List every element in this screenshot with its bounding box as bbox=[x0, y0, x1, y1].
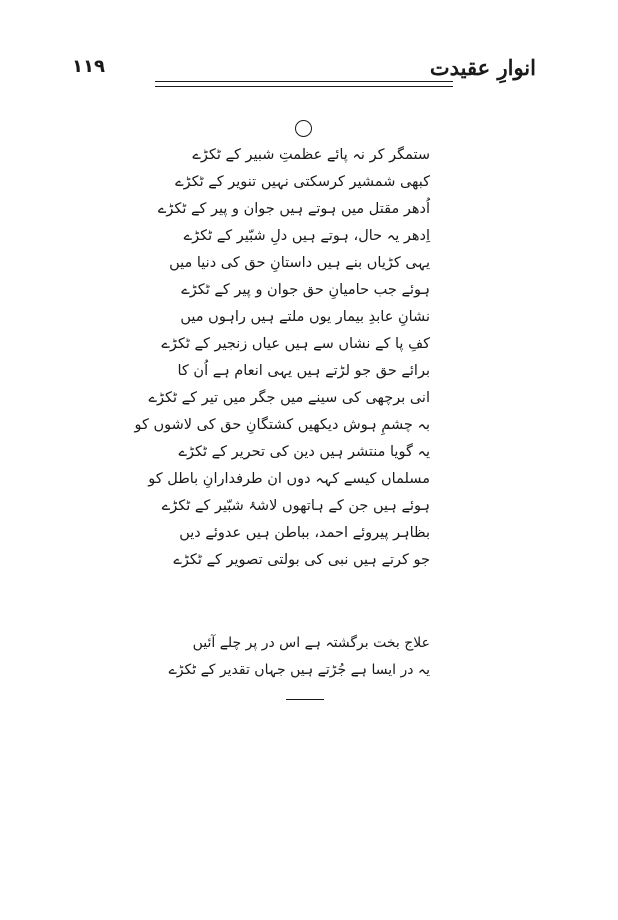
poem-line: یہی کڑیاں بنے ہیں داستانِ حق کی دنیا میں bbox=[169, 255, 430, 271]
poem-line: کفِ پا کے نشاں سے ہیں عیاں زنجیر کے ٹکڑے bbox=[161, 336, 430, 352]
poem-line: جو کرتے ہیں نبی کی بولتی تصویر کے ٹکڑے bbox=[173, 552, 430, 568]
poem-line: یہ گویا منتشر ہیں دین کی تحریر کے ٹکڑے bbox=[178, 444, 430, 460]
poem-line: ستمگر کر نہ پائے عظمتِ شبیر کے ٹکڑے bbox=[192, 147, 430, 163]
circle-ornament-icon bbox=[295, 120, 312, 137]
poem-line: انی برچھی کی سینے میں جگر میں تیر کے ٹکڑے bbox=[148, 390, 430, 406]
poem-line: نشانِ عابدِ بیمار یوں ملتے ہیں راہوں میں bbox=[180, 309, 430, 325]
page-number: ۱۱۹ bbox=[72, 56, 105, 77]
poem-line: بظاہر پیروئے احمد، بباطن ہیں عدوئے دیں bbox=[179, 525, 430, 541]
poem-line: کبھی شمشیر کرسکتی نہیں تنویر کے ٹکڑے bbox=[175, 174, 430, 190]
poem-line: ہوئے ہیں جن کے ہاتھوں لاشۂ شبّیر کے ٹکڑے bbox=[161, 498, 430, 514]
poem-line: علاج بخت برگشتہ ہے اس در پر چلے آئیں bbox=[192, 635, 430, 651]
poem-line: یہ در ایسا ہے جُڑتے ہیں جہاں تقدیر کے ٹکڑے bbox=[168, 662, 430, 678]
running-title: انوارِ عقیدت bbox=[429, 55, 536, 80]
end-rule bbox=[286, 699, 324, 700]
header-rule bbox=[155, 81, 453, 82]
poem-line: ہوئے جب حامیانِ حق جوان و پیر کے ٹکڑے bbox=[181, 282, 430, 298]
header-rule bbox=[155, 86, 453, 87]
poem-line: اِدھر یہ حال، ہوتے ہیں دلِ شبّیر کے ٹکڑے bbox=[183, 228, 430, 244]
page-header bbox=[0, 0, 618, 100]
poem-line: بہ چشمِ ہوش دیکھیں کشتگانِ حق کی لاشوں کو bbox=[134, 417, 430, 433]
poem-line: برائے حق جو لڑتے ہیں یہی انعام ہے اُن کا bbox=[177, 363, 430, 379]
poem-line: اُدھر مقتل میں ہوتے ہیں جوان و پیر کے ٹکڑے bbox=[157, 201, 430, 217]
poem-line: مسلماں کیسے کہہ دوں ان طرفدارانِ باطل کو bbox=[148, 471, 430, 487]
